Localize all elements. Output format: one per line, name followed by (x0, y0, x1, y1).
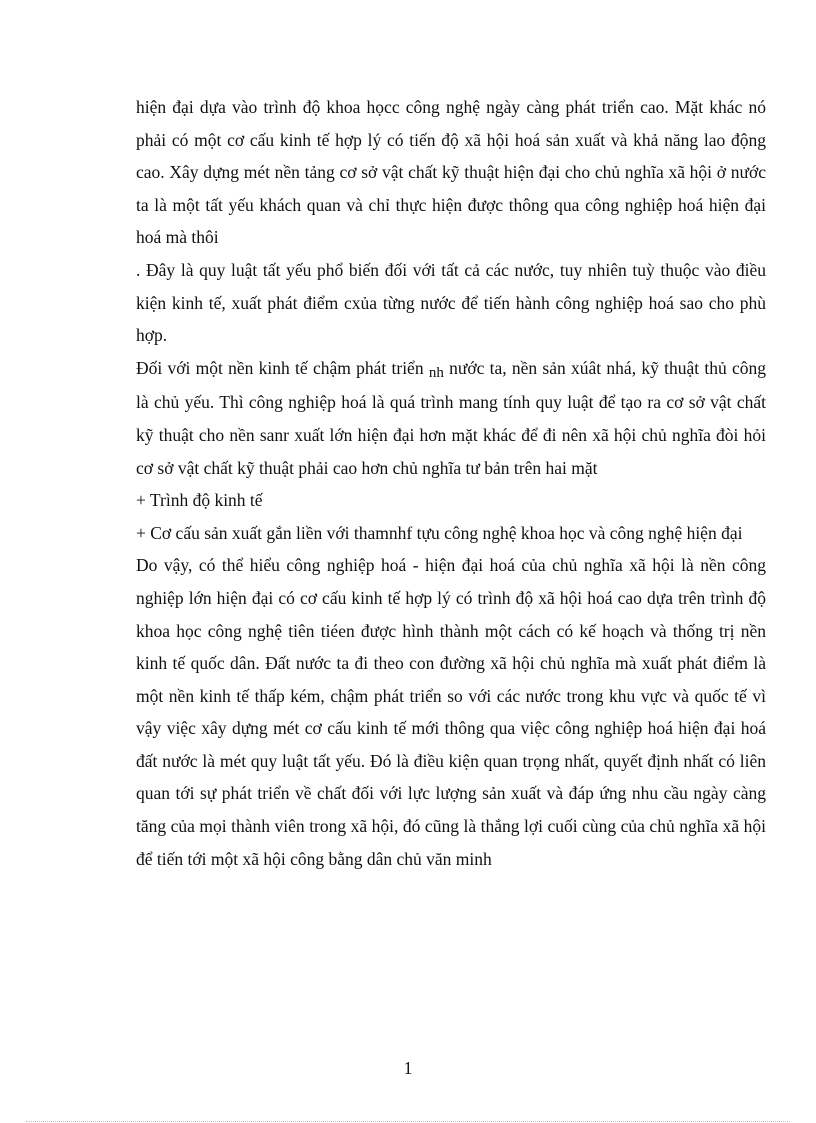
bullet-economic-level: + Trình độ kinh tế (136, 490, 263, 511)
bullet-production-structure: + Cơ cấu sản xuất gắn liền với thamnhf tựu công nghệ khoa học và công nghệ hiện đại (136, 522, 743, 543)
paragraph-conclusion: Do vậy, có thể hiểu công nghiệp hoá - hiện đại hoá của chủ nghĩa xã hội là nền công nghiệp lớn hiện đại có cơ cấu kinh tế hợp lý có trình độ xã hội hoá cao dựa trên trình độ khoa học công nghệ tiên tiéen được hình thành một cách có kế hoạch và thống trị nền kinh tế quốc dân. Đất nước ta đi theo con đường xã hội chủ nghĩa mà xuất phát điểm là một nền kinh tế thấp kém, chậm phát triển so với các nước trong khu vực và quốc tế vì vậy việc xây dựng mét cơ cấu kinh tế mới thông qua việc công nghiệp hoá hiện đại hoá đất nước là mét quy luật tất yếu. Đó là điều kiện quan trọng nhất, quyết định nhất có liên quan tới sự phát triển về chất đối với lực lượng sản xuất và đáp ứng nhu cầu ngày càng tăng của mọi thành viên trong xã hội, đó cũng là thắng lợi cuối cùng của chủ nghĩa xã hội để tiến tới một xã hội công bằng dân chủ văn minh (136, 555, 766, 869)
paragraph-slow-economy-rest: nước ta, nền sản xúât nhá, kỹ thuật thủ công là chủ yếu. Thì công nghiệp hoá là quá trình mang tính quy luật để tạo ra cơ sở vật chất kỹ thuật cho nền sanr xuất lớn hiện đại hơn mặt khác để đi nên xã hội chủ nghĩa đòi hỏi cơ sở vật chất kỹ thuật phải cao hơn chủ nghĩa tư bản trên hai mặt (136, 357, 766, 478)
paragraph-industrialization-intro: hiện đại dựa vào trình độ khoa họcc công nghệ ngày càng phát triển cao. Mặt khác nó phải có một cơ cấu kinh tế hợp lý có tiến độ xã hội hoá sản xuất và khả năng lao động cao. Xây dựng mét nền tảng cơ sở vật chất kỹ thuật hiện đại cho chủ nghĩa xã hội ở nước ta là một tất yếu khách quan và chỉ thực hiện được thông qua công nghiệp hoá hiện đại hoá mà thôi (136, 97, 766, 248)
document-body (136, 91, 766, 875)
page-bottom-divider (26, 1121, 790, 1122)
paragraph-universal-law: . Đây là quy luật tất yếu phổ biến đối với tất cả các nước, tuy nhiên tuỳ thuộc vào điều kiện kinh tế, xuất phát điểm cxủa từng nước để tiến hành công nghiệp hoá sao cho phù hợp. (136, 259, 766, 346)
paragraph-slow-economy-start: Đối với một nền kinh tế chậm phát triển (136, 357, 424, 378)
subscript-fragment: nh (428, 364, 444, 381)
paragraph-slow-economy (136, 352, 766, 484)
page-number: 1 (403, 1058, 413, 1078)
